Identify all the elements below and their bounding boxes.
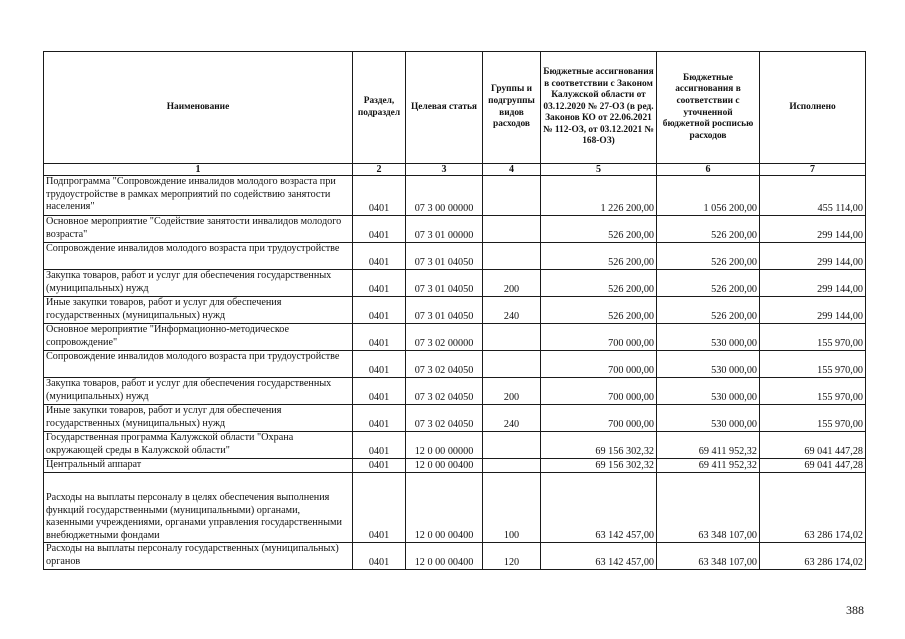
row-budget-refined: 526 200,00	[657, 270, 760, 297]
row-group	[483, 324, 541, 351]
row-executed: 299 144,00	[760, 243, 866, 270]
row-article: 07 3 01 04050	[406, 243, 483, 270]
table-row	[44, 459, 866, 473]
table-header-row	[44, 52, 866, 164]
header-groups: Группы и подгруппы видов расходов	[483, 52, 541, 164]
row-section: 0401	[353, 270, 406, 297]
row-section: 0401	[353, 405, 406, 432]
row-name: Иные закупки товаров, работ и услуг для обеспечения государственных (муниципальных) нужд	[44, 405, 353, 432]
row-section: 0401	[353, 432, 406, 459]
row-group	[483, 351, 541, 378]
row-name: Сопровождение инвалидов молодого возраста при трудоустройстве	[44, 351, 353, 378]
table-row	[44, 378, 866, 405]
budget-execution-table	[43, 51, 866, 570]
row-budget-law: 700 000,00	[541, 351, 657, 378]
row-group: 100	[483, 473, 541, 543]
row-group: 200	[483, 270, 541, 297]
row-article: 07 3 02 04050	[406, 405, 483, 432]
row-budget-refined: 530 000,00	[657, 405, 760, 432]
row-group: 240	[483, 405, 541, 432]
row-budget-refined: 526 200,00	[657, 243, 760, 270]
row-budget-law: 63 142 457,00	[541, 473, 657, 543]
row-article: 12 0 00 00000	[406, 432, 483, 459]
column-number: 7	[760, 164, 866, 176]
row-name: Расходы на выплаты персоналу государственных (муниципальных) органов	[44, 543, 353, 570]
row-budget-law: 700 000,00	[541, 324, 657, 351]
row-executed: 155 970,00	[760, 351, 866, 378]
table-row	[44, 243, 866, 270]
table-row	[44, 473, 866, 543]
table-row	[44, 351, 866, 378]
row-group: 240	[483, 297, 541, 324]
header-article: Целевая статья	[406, 52, 483, 164]
column-number: 3	[406, 164, 483, 176]
row-budget-law: 69 156 302,32	[541, 432, 657, 459]
row-executed: 299 144,00	[760, 297, 866, 324]
row-executed: 155 970,00	[760, 378, 866, 405]
row-article: 07 3 02 00000	[406, 324, 483, 351]
row-budget-law: 1 226 200,00	[541, 176, 657, 216]
column-number: 4	[483, 164, 541, 176]
row-article: 07 3 02 04050	[406, 351, 483, 378]
row-executed: 299 144,00	[760, 270, 866, 297]
row-section: 0401	[353, 297, 406, 324]
row-section: 0401	[353, 473, 406, 543]
row-budget-law: 526 200,00	[541, 243, 657, 270]
column-number: 6	[657, 164, 760, 176]
row-name: Сопровождение инвалидов молодого возраста при трудоустройстве	[44, 243, 353, 270]
row-name: Подпрограмма "Сопровождение инвалидов молодого возраста при трудоустройстве в рамках мероприятий по содействию занятости населения"	[44, 176, 353, 216]
row-budget-refined: 69 411 952,32	[657, 432, 760, 459]
row-article: 12 0 00 00400	[406, 473, 483, 543]
table-row	[44, 405, 866, 432]
row-group	[483, 216, 541, 243]
row-group: 120	[483, 543, 541, 570]
row-budget-refined: 530 000,00	[657, 378, 760, 405]
row-group	[483, 243, 541, 270]
row-group: 200	[483, 378, 541, 405]
row-budget-refined: 530 000,00	[657, 351, 760, 378]
page-number: 388	[846, 603, 864, 617]
row-executed: 63 286 174,02	[760, 473, 866, 543]
row-section: 0401	[353, 324, 406, 351]
row-section: 0401	[353, 243, 406, 270]
column-number: 2	[353, 164, 406, 176]
header-budget-law: Бюджетные ассигнования в соответствии с Законом Калужской области от 03.12.2020 № 27-ОЗ (в ред. Законов КО от 22.06.2021 № 112-ОЗ, от 03.12.2021 № 168-ОЗ)	[541, 52, 657, 164]
row-budget-refined: 69 411 952,32	[657, 459, 760, 473]
row-section: 0401	[353, 459, 406, 473]
row-section: 0401	[353, 351, 406, 378]
row-section: 0401	[353, 216, 406, 243]
row-executed: 63 286 174,02	[760, 543, 866, 570]
header-budget-refined: Бюджетные ассигнования в соответствии с уточненной бюджетной росписью расходов	[657, 52, 760, 164]
row-budget-law: 700 000,00	[541, 405, 657, 432]
row-group	[483, 459, 541, 473]
budget-report-sheet	[43, 51, 866, 570]
row-name: Государственная программа Калужской области "Охрана окружающей среды в Калужской области"	[44, 432, 353, 459]
row-executed: 69 041 447,28	[760, 432, 866, 459]
row-article: 07 3 01 04050	[406, 270, 483, 297]
row-budget-refined: 526 200,00	[657, 297, 760, 324]
row-budget-law: 700 000,00	[541, 378, 657, 405]
row-budget-refined: 63 348 107,00	[657, 543, 760, 570]
row-section: 0401	[353, 543, 406, 570]
row-article: 12 0 00 00400	[406, 543, 483, 570]
row-budget-refined: 530 000,00	[657, 324, 760, 351]
row-name: Основное мероприятие "Информационно-методическое сопровождение"	[44, 324, 353, 351]
row-executed: 455 114,00	[760, 176, 866, 216]
row-section: 0401	[353, 378, 406, 405]
table-row	[44, 543, 866, 570]
row-budget-refined: 526 200,00	[657, 216, 760, 243]
row-group	[483, 176, 541, 216]
row-group	[483, 432, 541, 459]
row-article: 07 3 01 04050	[406, 297, 483, 324]
row-executed: 155 970,00	[760, 324, 866, 351]
row-budget-law: 526 200,00	[541, 216, 657, 243]
table-row	[44, 176, 866, 216]
row-budget-refined: 63 348 107,00	[657, 473, 760, 543]
row-section: 0401	[353, 176, 406, 216]
row-budget-refined: 1 056 200,00	[657, 176, 760, 216]
column-number: 1	[44, 164, 353, 176]
row-budget-law: 63 142 457,00	[541, 543, 657, 570]
row-article: 07 3 02 04050	[406, 378, 483, 405]
table-row	[44, 324, 866, 351]
row-article: 12 0 00 00400	[406, 459, 483, 473]
row-budget-law: 526 200,00	[541, 297, 657, 324]
row-name: Иные закупки товаров, работ и услуг для обеспечения государственных (муниципальных) нужд	[44, 297, 353, 324]
column-number-row	[44, 164, 866, 176]
row-name: Основное мероприятие "Содействие занятости инвалидов молодого возраста"	[44, 216, 353, 243]
row-executed: 299 144,00	[760, 216, 866, 243]
header-name: Наименование	[44, 52, 353, 164]
table-row	[44, 216, 866, 243]
header-section: Раздел, подраздел	[353, 52, 406, 164]
row-name: Закупка товаров, работ и услуг для обеспечения государственных (муниципальных) нужд	[44, 270, 353, 297]
row-executed: 69 041 447,28	[760, 459, 866, 473]
row-name: Центральный аппарат	[44, 459, 353, 473]
row-executed: 155 970,00	[760, 405, 866, 432]
table-row	[44, 297, 866, 324]
table-row	[44, 270, 866, 297]
row-name: Расходы на выплаты персоналу в целях обеспечения выполнения функций государственными (муниципальными) органами, казенными учреждениями, органами управления государственными внебюджетными фондами	[44, 473, 353, 543]
header-executed: Исполнено	[760, 52, 866, 164]
row-name: Закупка товаров, работ и услуг для обеспечения государственных (муниципальных) нужд	[44, 378, 353, 405]
row-article: 07 3 01 00000	[406, 216, 483, 243]
table-row	[44, 432, 866, 459]
column-number: 5	[541, 164, 657, 176]
row-budget-law: 526 200,00	[541, 270, 657, 297]
row-budget-law: 69 156 302,32	[541, 459, 657, 473]
row-article: 07 3 00 00000	[406, 176, 483, 216]
